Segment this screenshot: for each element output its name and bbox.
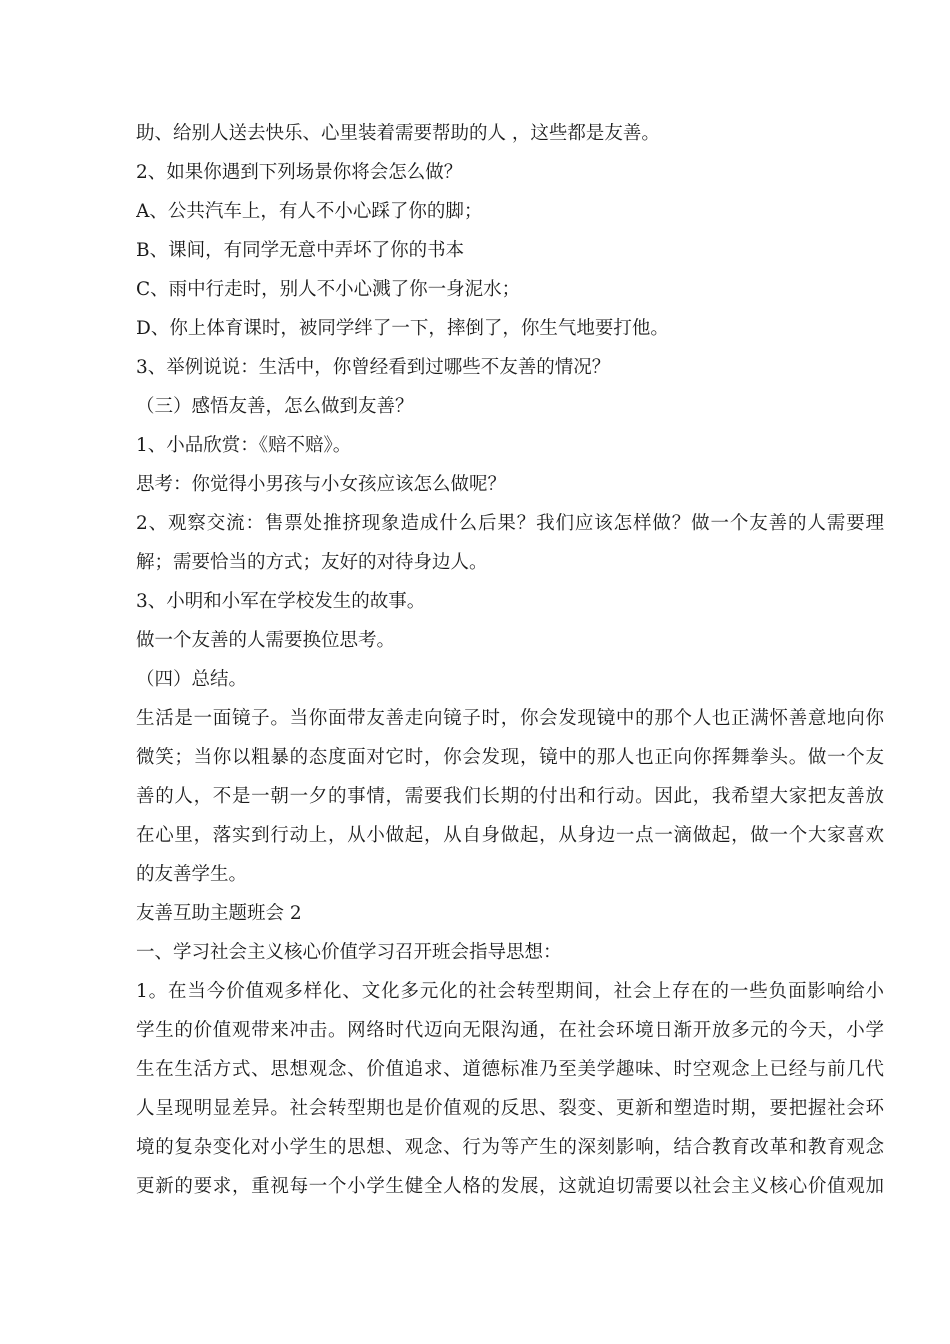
text-line: 1。在当今价值观多样化、文化多元化的社会转型期间，社会上存在的一些负面影响给小 — [136, 981, 884, 1002]
text-line: 解；需要恰当的方式；友好的对待身边人。 — [136, 552, 488, 573]
text-line: 微笑；当你以粗暴的态度面对它时，你会发现，镜中的那人也正向你挥舞拳头。做一个友 — [136, 747, 884, 768]
text-line: B、课间，有同学无意中弄坏了你的书本 — [136, 240, 465, 261]
text-line: 人呈现明显差异。社会转型期也是价值观的反思、裂变、更新和塑造时期，要把握社会环 — [136, 1098, 884, 1119]
text-line: D、你上体育课时，被同学绊了一下，摔倒了，你生气地要打他。 — [136, 318, 669, 339]
text-line: 思考：你觉得小男孩与小女孩应该怎么做呢？ — [136, 474, 507, 495]
text-line: 学生的价值观带来冲击。网络时代迈向无限沟通，在社会环境日渐开放多元的今天，小学 — [136, 1020, 884, 1041]
text-line: 2、观察交流：售票处推挤现象造成什么后果？我们应该怎样做？做一个友善的人需要理 — [136, 513, 884, 534]
text-line: 3、举例说说：生活中，你曾经看到过哪些不友善的情况？ — [136, 357, 611, 378]
text-line: 善的人，不是一朝一夕的事情，需要我们长期的付出和行动。因此，我希望大家把友善放 — [136, 786, 884, 807]
text-line: C、雨中行走时，别人不小心溅了你一身泥水； — [136, 279, 521, 300]
text-line: 在心里，落实到行动上，从小做起，从自身做起，从身边一点一滴做起，做一个大家喜欢 — [136, 825, 884, 846]
section-heading: （四）总结。 — [136, 669, 248, 690]
text-line: 更新的要求，重视每一个小学生健全人格的发展，这就迫切需要以社会主义核心价值观加 — [136, 1176, 884, 1197]
text-line: 2、如果你遇到下列场景你将会怎么做？ — [136, 162, 463, 183]
text-line: 生在生活方式、思想观念、价值追求、道德标准乃至美学趣味、时空观念上已经与前几代 — [136, 1059, 884, 1080]
section-heading: （三）感悟友善，怎么做到友善？ — [136, 396, 414, 417]
text-line: 助、给别人送去快乐、心里装着需要帮助的人 ，这些都是友善。 — [136, 123, 660, 144]
document-title: 友善互助主题班会 2 — [136, 903, 302, 924]
text-line: 做一个友善的人需要换位思考。 — [136, 630, 396, 651]
section-heading: 一、学习社会主义核心价值学习召开班会指导思想： — [136, 942, 562, 963]
text-line: A、公共汽车上，有人不小心踩了你的脚； — [136, 201, 483, 222]
text-line: 3、小明和小军在学校发生的故事。 — [136, 591, 426, 612]
text-line: 境的复杂变化对小学生的思想、观念、行为等产生的深刻影响，结合教育改革和教育观念 — [136, 1137, 884, 1158]
document-body — [136, 114, 884, 1206]
text-line: 生活是一面镜子。当你面带友善走向镜子时，你会发现镜中的那个人也正满怀善意地向你 — [136, 708, 884, 729]
text-line: 1、小品欣赏：《赔不赔》。 — [136, 435, 352, 456]
text-line: 的友善学生。 — [136, 864, 248, 885]
